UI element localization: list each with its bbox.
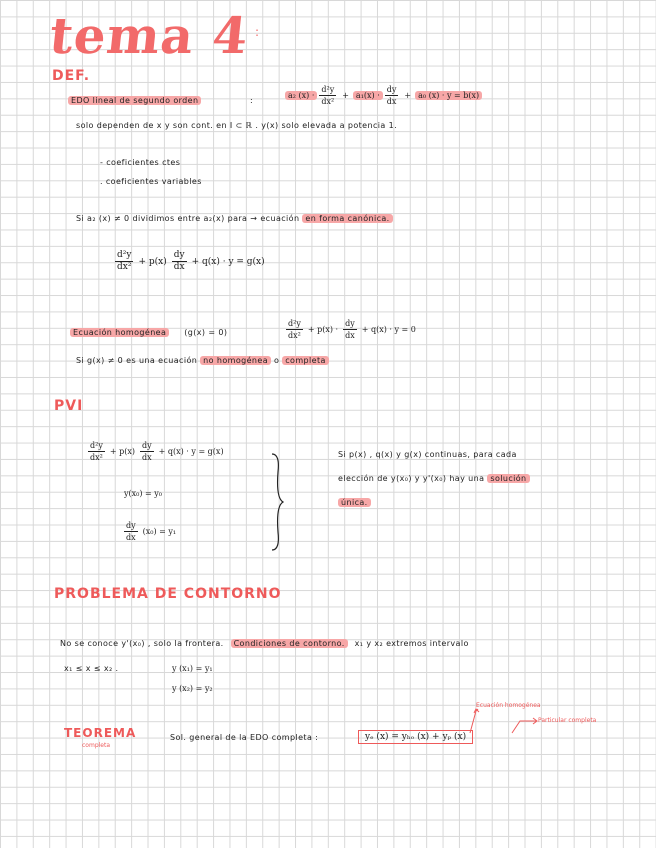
- frac-num: dy: [386, 85, 397, 94]
- frac-den: dx²: [288, 331, 301, 340]
- pvi-heading: PVI: [54, 398, 84, 414]
- pvi-cond-2-rest: (x₀) = y₁: [142, 527, 177, 536]
- a2-term: a₂ (x) ·: [285, 91, 317, 100]
- homog-label-wrap: [70, 328, 227, 337]
- a1-term: a₁(x) ·: [353, 91, 383, 100]
- frac-den: dx: [173, 262, 185, 272]
- frac-den: dx²: [90, 453, 103, 462]
- pvi-p-term: + p(x): [109, 447, 135, 456]
- frac-num: d²y: [90, 441, 103, 450]
- frac-num: dy: [126, 521, 136, 530]
- canonical-p-term: [138, 257, 166, 267]
- canonical-q-term: + q(x) · y = g(x): [191, 256, 265, 267]
- homog-equation: [284, 318, 416, 341]
- particular-annotation: Particular completa: [538, 717, 597, 724]
- condiciones-contorno-highlight: Condiciones de contorno.: [231, 639, 348, 648]
- teorema-sub: completa: [82, 742, 111, 749]
- unica-highlight: única.: [338, 498, 371, 507]
- contorno-cond-2: y (x₂) = y₂: [172, 684, 213, 693]
- frac-den: dx: [345, 331, 355, 340]
- frac-num: d²y: [117, 250, 132, 260]
- contorno-cond-1: y (x₁) = y₁: [172, 664, 213, 673]
- plus-sign: +: [404, 91, 412, 100]
- def-heading: DEF.: [52, 68, 91, 84]
- def-line-3: [76, 214, 393, 223]
- def-equation: [285, 84, 482, 107]
- pvi-cond-1: y(x₀) = y₀: [124, 489, 162, 498]
- frac-den: dx: [141, 453, 152, 462]
- def-line-2: solo dependen de x y son cont. en I ⊂ ℝ . y(x) solo elevada a potencia 1.: [76, 121, 398, 130]
- contorno-interval: x₁ ≤ x ≤ x₂ .: [64, 664, 119, 673]
- dy-dx-fraction: [385, 84, 399, 107]
- plus-sign: +: [342, 91, 349, 100]
- frac-den: dx²: [321, 97, 335, 106]
- right-brace-icon: [270, 452, 284, 552]
- homog-p-term: + p(x) ·: [307, 325, 339, 334]
- d2y-dx2-fraction: [88, 440, 105, 463]
- frac-num: d²y: [321, 85, 335, 94]
- homog-condition: (g(x) = 0): [184, 328, 228, 337]
- homog-annotation: Ecuación homogénea: [476, 702, 541, 709]
- d2y-dx2-fraction: [286, 318, 303, 341]
- dy-dx-fraction: [140, 440, 154, 463]
- canonical-form-highlight: en forma canónica.: [302, 214, 392, 223]
- contorno-line-1: [60, 639, 469, 648]
- teorema-text: Sol. general de la EDO completa :: [170, 733, 319, 742]
- annotation-arrows-icon: [460, 705, 550, 735]
- pvi-text-1: Si p(x) , q(x) y g(x) continuas, para cada: [338, 450, 517, 459]
- pvi-cond-2: [122, 520, 176, 543]
- solucion-highlight: solución: [487, 474, 529, 483]
- canonical-equation: [113, 250, 265, 273]
- dy-dx-fraction: [172, 250, 187, 273]
- bullet-constant-coeffs: - coeficientes ctes: [100, 158, 181, 167]
- frac-den: dx²: [117, 262, 132, 272]
- page-title: tema 4: [46, 6, 252, 65]
- def-label: EDO lineal de segundo orden: [68, 96, 201, 105]
- frac-num: dy: [345, 319, 355, 328]
- homog-line: [76, 356, 329, 365]
- contorno-line-1-a: No se conoce y'(x₀) , solo la frontera.: [60, 639, 224, 648]
- title-colon-mark: :: [255, 25, 260, 39]
- dy-dx-fraction: [124, 520, 138, 543]
- frac-num: dy: [141, 441, 152, 450]
- frac-den: dx: [386, 97, 397, 106]
- frac-num: dy: [173, 250, 185, 260]
- d2y-dx2-fraction: [115, 250, 133, 273]
- pvi-text-2: [338, 474, 530, 483]
- p-term-text: + p(x): [138, 256, 167, 267]
- d2y-dx2-fraction: [319, 84, 336, 107]
- contorno-heading: PROBLEMA DE CONTORNO: [54, 586, 282, 602]
- def-colon: :: [250, 96, 254, 105]
- frac-den: dx: [126, 533, 136, 542]
- dy-dx-fraction: [343, 318, 357, 341]
- line3-text: Si a₂ (x) ≠ 0 dividimos entre a₂(x) para → ecuación: [76, 214, 300, 223]
- complete-highlight: completa: [282, 356, 329, 365]
- non-homog-highlight: no homogénea: [200, 356, 271, 365]
- def-line-1: [68, 96, 201, 105]
- pvi-text-3: [338, 498, 371, 507]
- contorno-line-1-b: x₁ y x₂ extremos intervalo: [354, 639, 469, 648]
- general-solution-formula: yₑ (x) = yₕₒ (x) + yₚ (x): [358, 730, 473, 744]
- frac-num: d²y: [288, 319, 301, 328]
- a0-term: a₀ (x) · y = b(x): [415, 91, 482, 100]
- pvi-equation: [86, 440, 224, 463]
- pvi-q-term: + q(x) · y = g(x): [158, 447, 224, 456]
- homog-line-text: Si g(x) ≠ 0 es una ecuación: [76, 356, 198, 365]
- teorema-heading: TEOREMA: [64, 726, 137, 740]
- homog-label: Ecuación homogénea: [70, 328, 169, 337]
- bullet-variable-coeffs: . coeficientes variables: [100, 177, 202, 186]
- pvi-text-2-main: elección de y(x₀) y y'(x₀) hay una: [338, 474, 485, 483]
- homog-or: o: [273, 356, 280, 365]
- homog-q-term: + q(x) · y = 0: [361, 325, 416, 334]
